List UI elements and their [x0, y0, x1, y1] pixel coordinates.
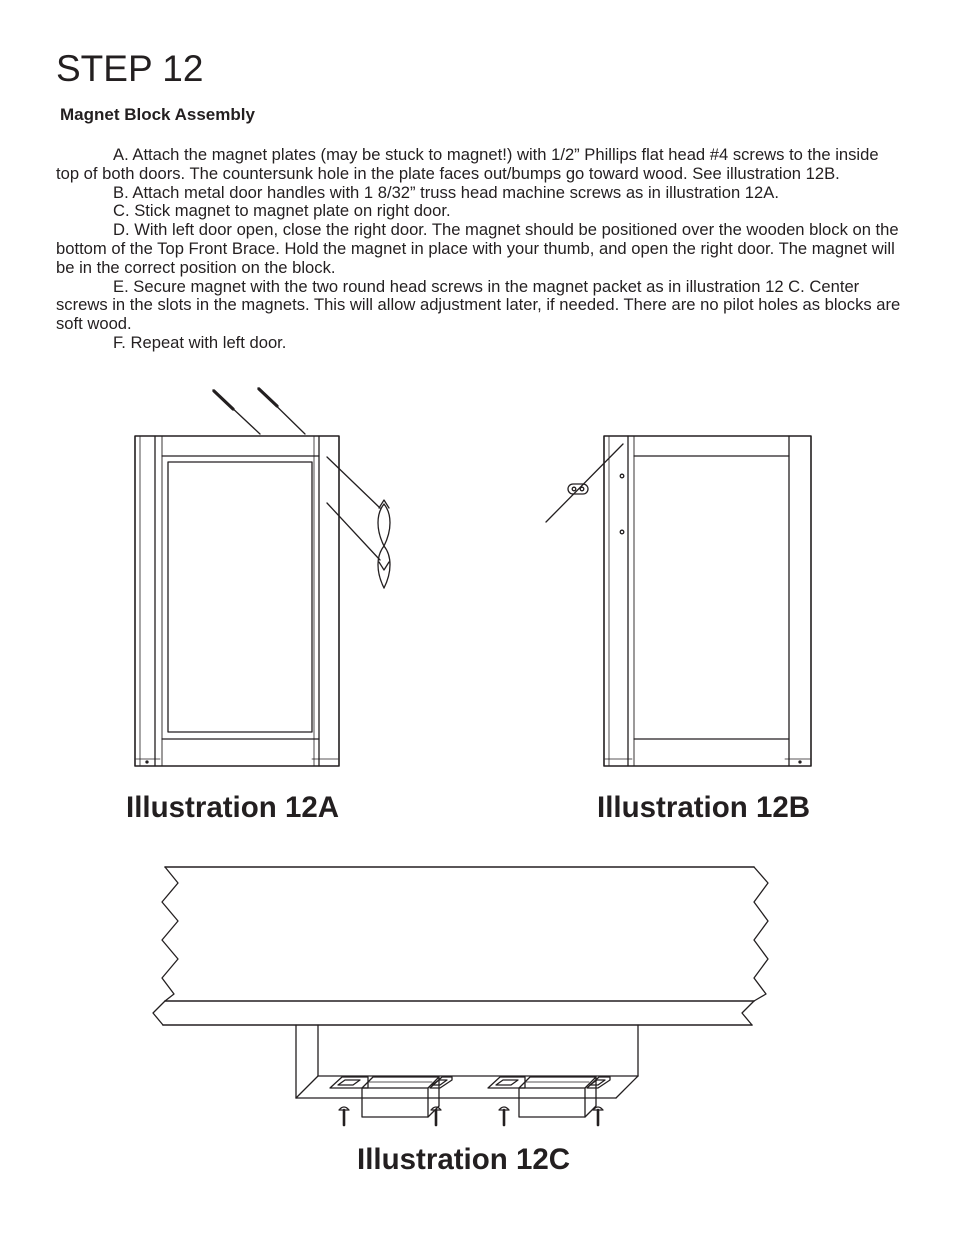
caption-illustration-12a: Illustration 12A — [126, 791, 340, 824]
magnet-right-12c — [488, 1077, 610, 1117]
instruction-b: B. Attach metal door handles with 1 8/32” truss head machine screws as in illustration 12A. — [113, 182, 779, 202]
round-head-screws-12c — [339, 1107, 603, 1125]
caption-illustration-12c: Illustration 12C — [357, 1143, 571, 1176]
screw-icon — [339, 1107, 349, 1125]
illustration-12b-drawing — [546, 436, 811, 766]
door-back-12b — [604, 436, 811, 766]
instruction-c: C. Stick magnet to magnet plate on right door. — [113, 201, 451, 221]
illustration-12c-drawing — [153, 867, 768, 1125]
screw-icon — [431, 1107, 441, 1125]
top-front-brace-12c — [153, 867, 768, 1025]
instruction-a: A. Attach the magnet plates (may be stuck to magnet!) with 1/2” Phillips flat head #4 screws to the inside top of both doors. The countersunk hole in the plate faces out/bumps go toward wood. See illustration 12B. — [56, 145, 879, 183]
instruction-f: F. Repeat with left door. — [113, 332, 287, 352]
magnet-plate-12b — [546, 444, 623, 522]
top-screws-12a — [213, 388, 305, 434]
door-handle-12a — [327, 457, 390, 588]
screw-icon — [593, 1107, 603, 1125]
step-title: STEP 12 — [56, 48, 204, 89]
illustration-12a-drawing — [135, 388, 390, 766]
magnet-left-12c — [330, 1077, 452, 1117]
instruction-e: E. Secure magnet with the two round head screws in the magnet packet as in illustration 12 C. Center screws in the slots in the magnets. This will allow adjustment later, if needed. There are no pilot holes as blocks are soft wood. — [56, 276, 901, 334]
caption-illustration-12b: Illustration 12B — [597, 791, 811, 824]
door-front-12a — [135, 436, 339, 766]
screw-icon — [499, 1107, 509, 1125]
section-subtitle: Magnet Block Assembly — [60, 105, 255, 124]
instruction-d: D. With left door open, close the right door. The magnet should be positioned over the wooden block on the bottom of the Top Front Brace. Hold the magnet in place with your thumb, and open the right door. The magnet will be in the correct position on the block. — [56, 220, 899, 277]
